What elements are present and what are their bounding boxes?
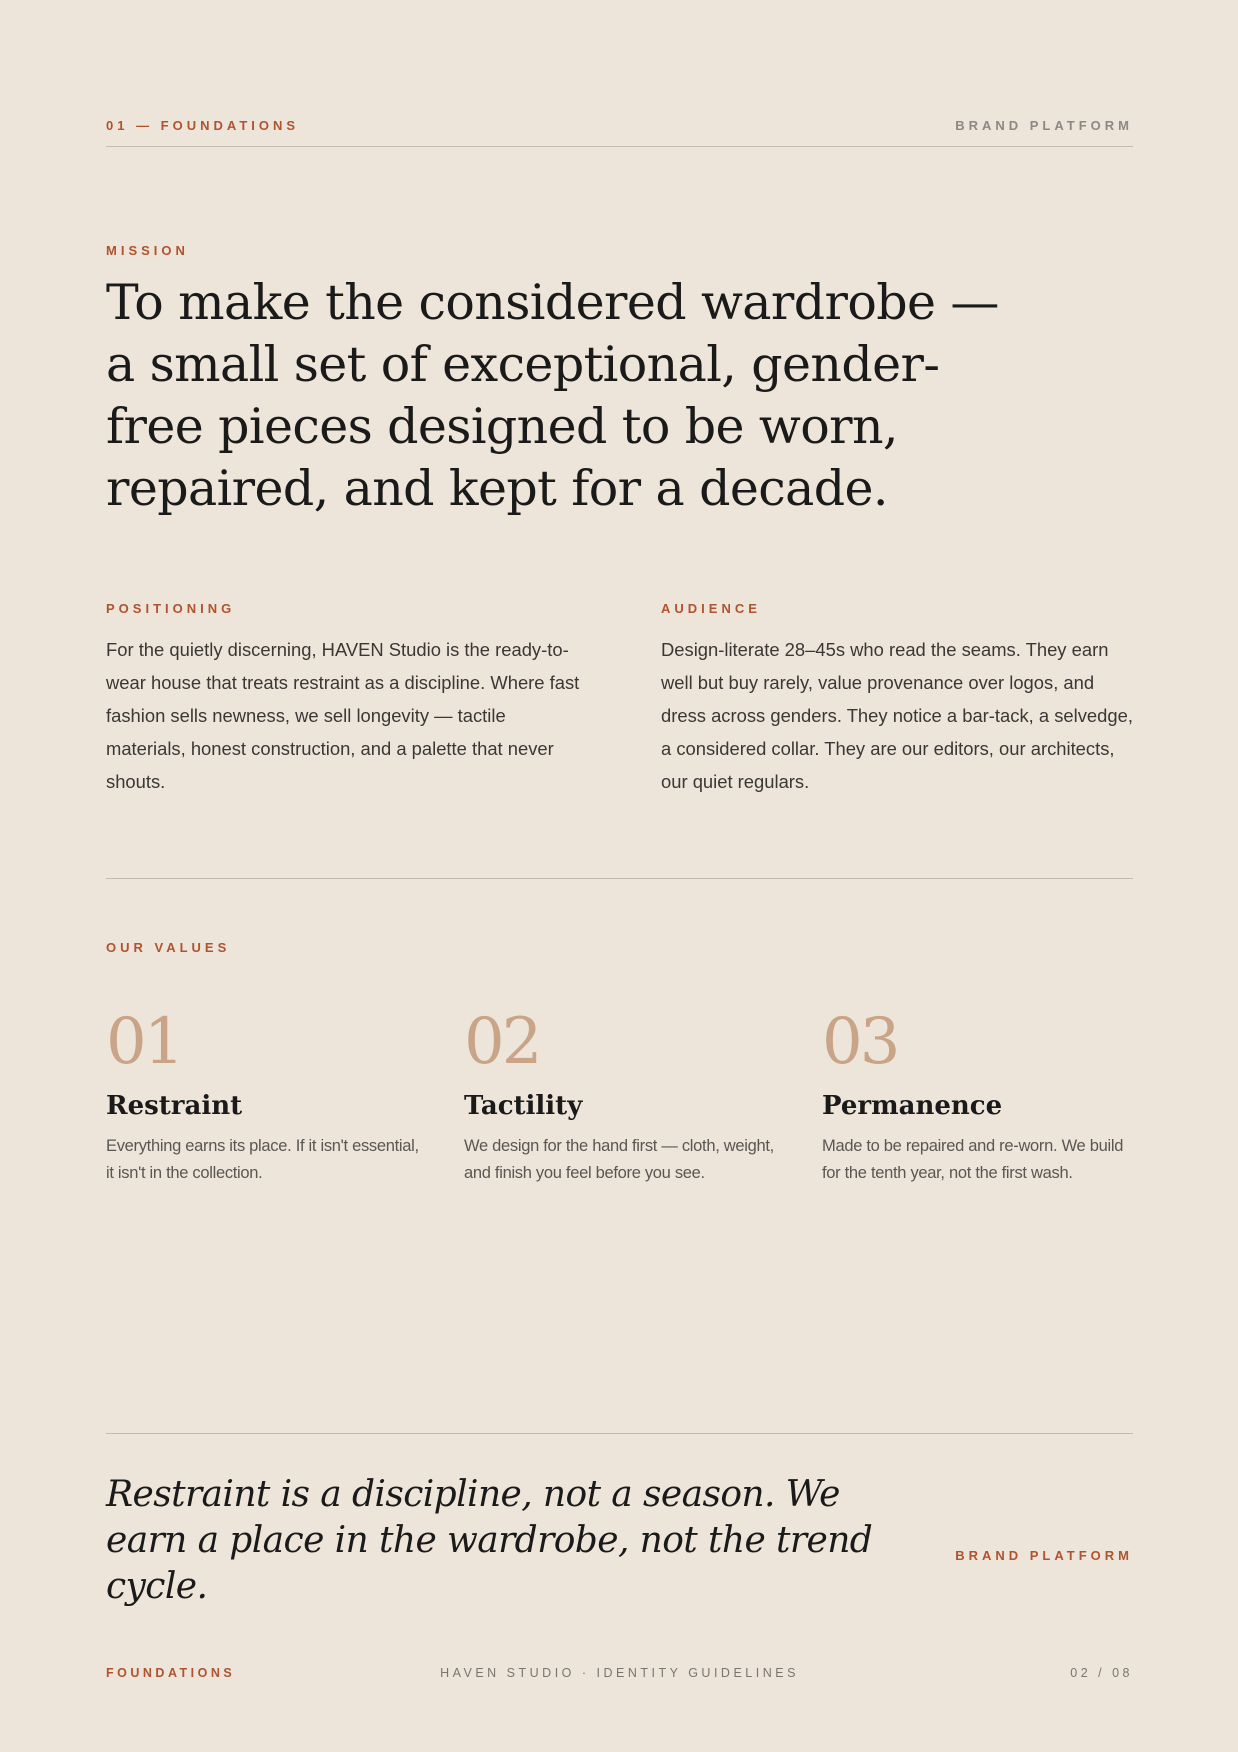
value-text: We design for the hand first — cloth, weight, and finish you feel before you see. xyxy=(464,1137,774,1182)
page-number: 02 / 08 xyxy=(1070,1666,1133,1680)
value-card xyxy=(106,1005,426,1187)
mission-statement: To make the considered wardrobe — a small set of exceptional, gender-free pieces designed to be worn, repaired, and kept for a decade. xyxy=(106,274,999,517)
value-title: Permanence xyxy=(822,1091,1003,1121)
value-number: 01 xyxy=(106,1005,182,1079)
positioning-text: For the quietly discerning, HAVEN Studio is the ready-to-wear house that treats restraint as a discipline. Where fast fashion sells newness, we sell longevity — tactile materials, honest construction, and a palette that never shouts. xyxy=(106,639,580,792)
value-number: 03 xyxy=(822,1005,898,1079)
value-title: Tactility xyxy=(464,1091,583,1121)
section-label: 01 — FOUNDATIONS xyxy=(106,118,300,133)
quote-divider xyxy=(106,1433,1133,1434)
brand-quote: Restraint is a discipline, not a season. We earn a place in the wardrobe, not the trend cycle. xyxy=(106,1474,873,1607)
values-eyebrow: OUR VALUES xyxy=(106,940,231,955)
header-divider xyxy=(106,146,1133,147)
audience-eyebrow: AUDIENCE xyxy=(661,601,761,616)
value-card xyxy=(822,1005,1142,1187)
value-text: Everything earns its place. If it isn't essential, it isn't in the collection. xyxy=(106,1137,419,1182)
document-page xyxy=(106,0,1133,1752)
value-card xyxy=(464,1005,784,1187)
value-number: 02 xyxy=(464,1005,540,1079)
mission-eyebrow: MISSION xyxy=(106,243,189,258)
value-title: Restraint xyxy=(106,1091,243,1121)
positioning-block xyxy=(106,601,581,798)
audience-block xyxy=(661,601,1136,798)
footer-title: HAVEN STUDIO · IDENTITY GUIDELINES xyxy=(440,1666,799,1680)
quote-tag: BRAND PLATFORM xyxy=(955,1548,1133,1563)
value-text: Made to be repaired and re-worn. We build for the tenth year, not the first wash. xyxy=(822,1137,1124,1182)
positioning-eyebrow: POSITIONING xyxy=(106,601,236,616)
audience-text: Design-literate 28–45s who read the seams. They earn well but buy rarely, value provenance over logos, and dress across genders. They notice a bar-tack, a selvedge, a considered collar. They are our editors, our architects, our quiet regulars. xyxy=(661,639,1133,792)
footer-section: FOUNDATIONS xyxy=(106,1666,236,1680)
header-right-label: BRAND PLATFORM xyxy=(955,118,1133,133)
section-divider xyxy=(106,878,1133,879)
